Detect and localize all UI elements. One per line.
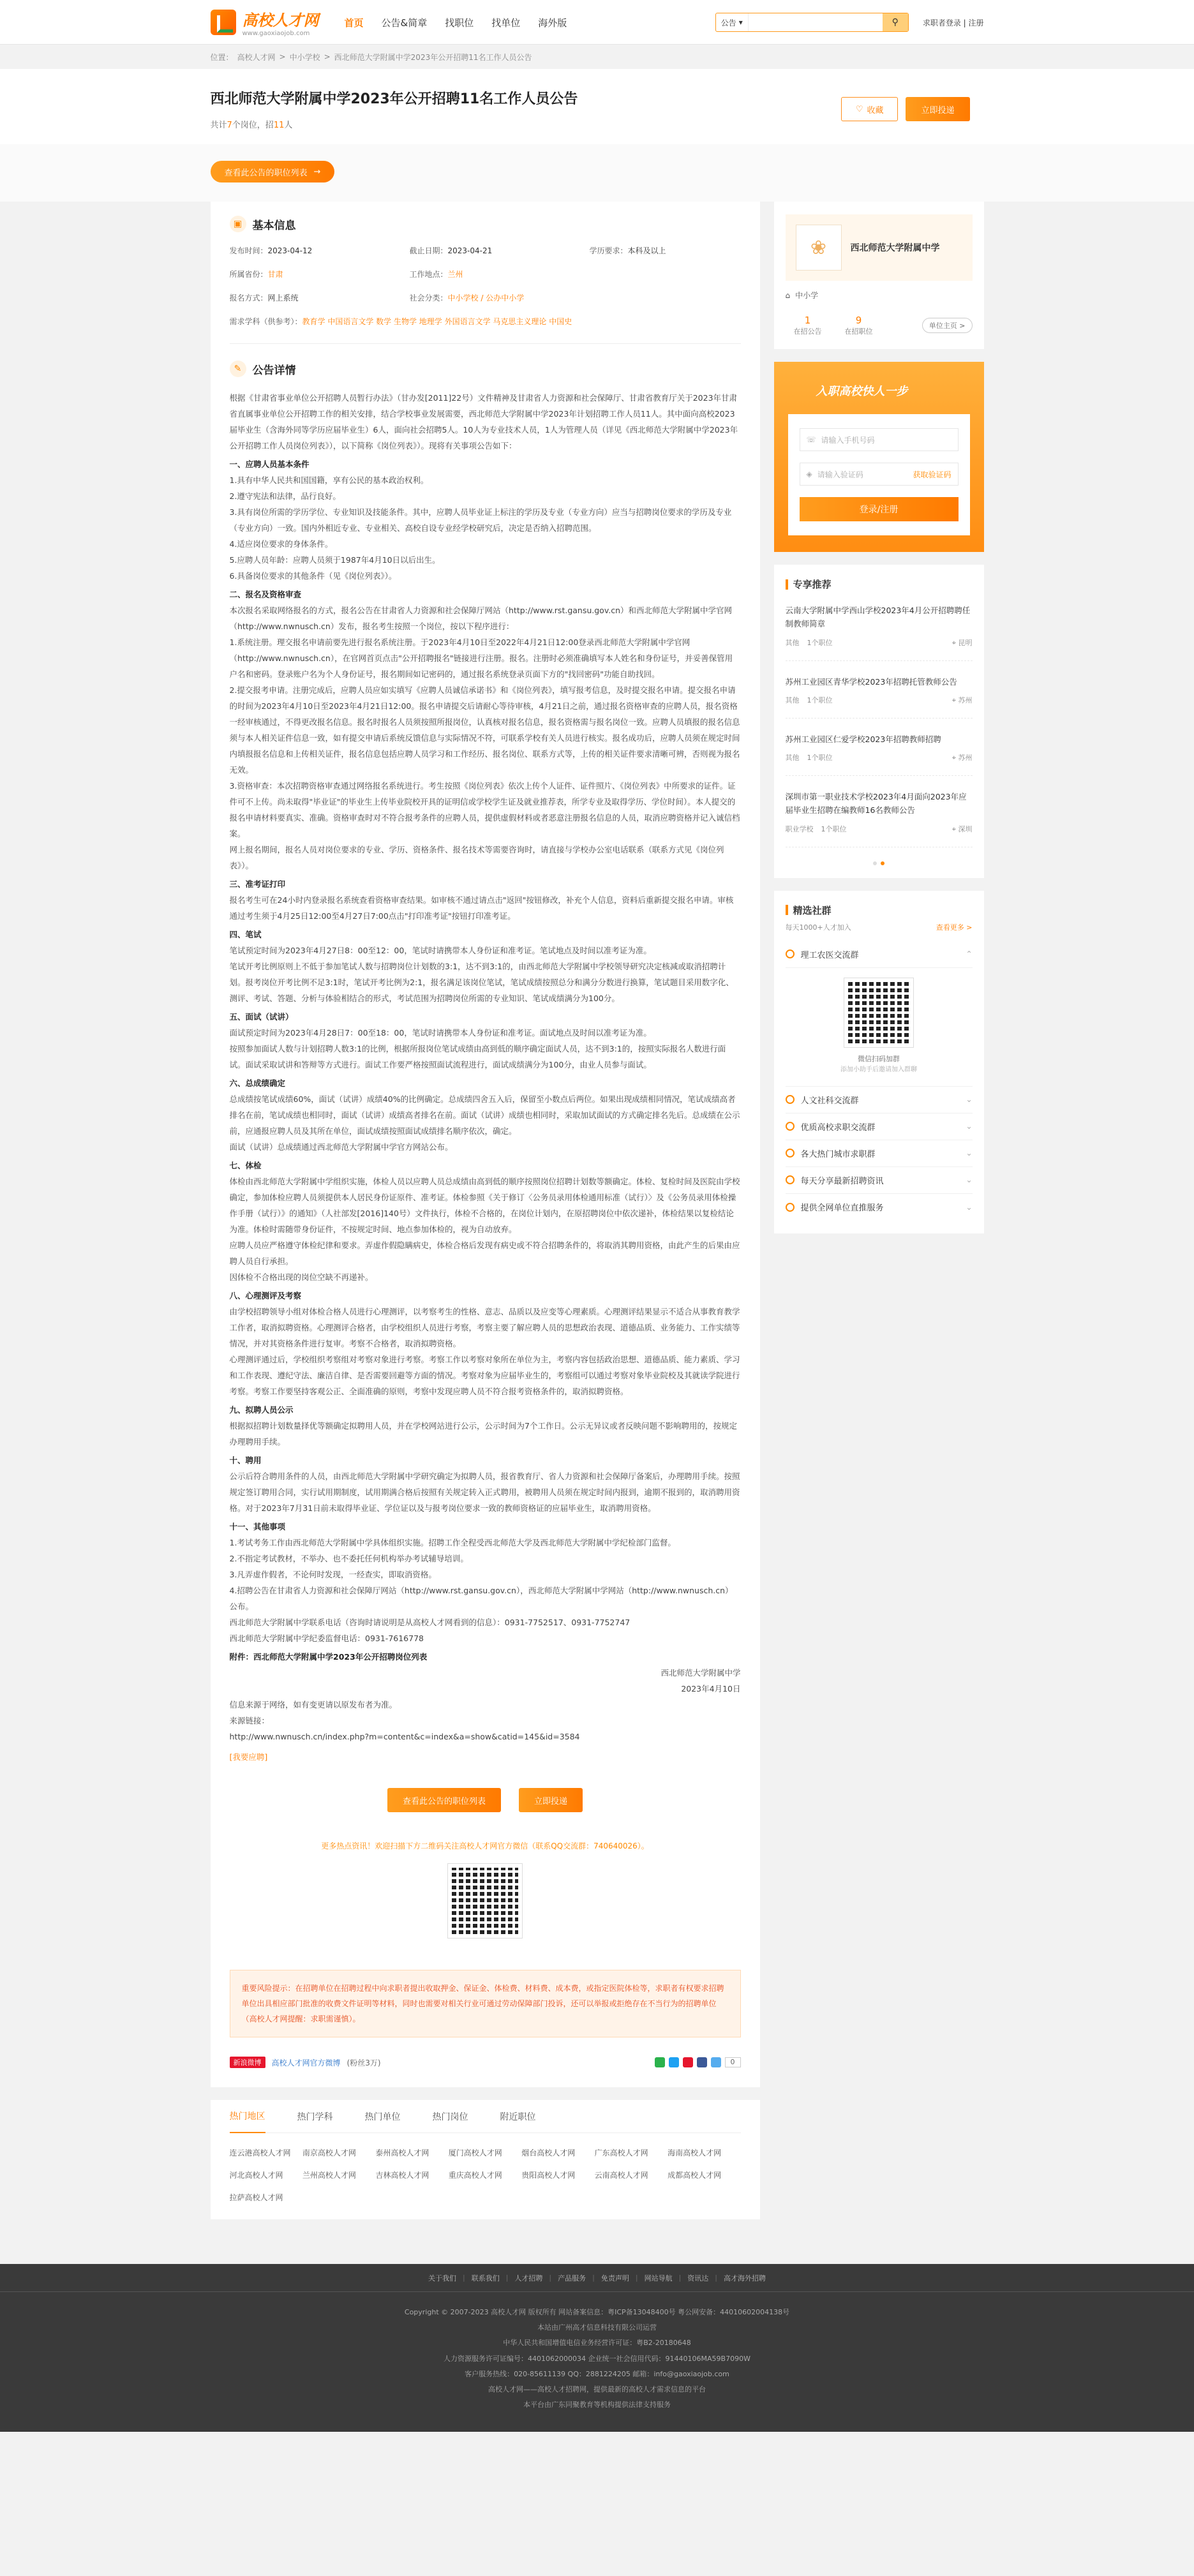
chevron-down-icon: ⌄ — [966, 1122, 973, 1131]
recommend-city: 苏州 — [958, 754, 973, 762]
site-footer — [0, 2264, 1194, 2432]
group-icon — [786, 1122, 795, 1131]
collect-button[interactable] — [841, 97, 899, 121]
heart-icon: ♡ — [855, 104, 863, 114]
code-field[interactable] — [800, 463, 959, 486]
community-group[interactable] — [786, 1087, 973, 1113]
footer-info-line: Copyright © 2007-2023 高校人才网 版权所有 网站备案信息：粤ICP备13048400号 粤公网安备：44010602004138号 — [404, 2308, 790, 2316]
city-link[interactable]: 吉林高校人才网 — [375, 2171, 429, 2180]
search-input[interactable] — [749, 13, 883, 31]
basic-info-grid — [230, 245, 741, 303]
body-paragraph: 4.适应岗位要求的身体条件。 — [229, 539, 333, 549]
breadcrumb-sep: > — [324, 52, 331, 61]
group-label: 优质高校求职交流群 — [800, 1122, 876, 1133]
quick-login-card — [774, 362, 984, 552]
footer-info-line: 本站由广州高才信息科技有限公司运营 — [537, 2323, 657, 2332]
body-paragraph: 5.应聘人员年龄：应聘人员须于1987年4月10日以后出生。 — [229, 555, 440, 565]
top-header — [0, 0, 1194, 45]
city-link[interactable]: 重庆高校人才网 — [448, 2171, 502, 2180]
city-link[interactable]: 厦门高校人才网 — [448, 2148, 502, 2157]
recommend-list — [786, 604, 973, 847]
logo-sub: www.gaoxiaojob.com — [242, 30, 310, 37]
recommend-meta — [786, 752, 973, 763]
school-type-label: 中小学 — [795, 291, 819, 300]
hot-links-box — [211, 2100, 760, 2219]
recommend-type: 其他 — [785, 638, 800, 647]
info-province — [230, 269, 410, 279]
group-icon — [786, 1149, 795, 1158]
info-publish-date — [230, 245, 410, 256]
subject-requirement — [230, 316, 741, 327]
body-paragraph: 总成绩按笔试成绩60%，面试（试讲）成绩40%的比例确定。总成绩四舍五入后，保留至小数点后两位。如果出现成绩相同情况，笔试成绩高者排名在前，笔试成绩也相同时，面试（试讲）成绩高者排名在前。面试（试讲）成绩也相同时，采取加试面试的方式确定排名先后。总成绩在公示前，应通报应聘人员及其所在单位，面试成绩按照面试成绩排名顺序依次，确定。 — [229, 1094, 740, 1136]
summary-mid: 个岗位，招 — [232, 121, 274, 130]
share-bar — [230, 2057, 741, 2068]
location-pin-icon: ⌖ — [951, 824, 956, 833]
chevron-up-icon: ⌃ — [966, 949, 973, 958]
view-positions-cta[interactable]: 查看此公告的职位列表 — [387, 1788, 501, 1812]
school-type — [786, 290, 973, 301]
recommend-positions: 1个职位 — [807, 754, 833, 762]
community-qr-code — [844, 978, 913, 1047]
breadcrumb — [211, 45, 984, 69]
city-link[interactable]: 泰州高校人才网 — [375, 2148, 429, 2157]
weibo-account-link[interactable]: 高校人才网官方微博 — [271, 2058, 341, 2067]
school-logo-icon[interactable]: ❀ — [796, 225, 842, 271]
login-register-button[interactable]: 登录/注册 — [800, 497, 959, 521]
recommend-title: 云南大学附属中学西山学校2023年4月公开招聘聘任制教师简章 — [785, 606, 971, 629]
breadcrumb-current: 西北师范大学附属中学2023年公开招聘11名工作人员公告 — [334, 52, 532, 62]
footer-sep: | — [462, 2274, 465, 2282]
recommend-meta — [786, 695, 973, 705]
section-heading: 一、应聘人员基本条件 — [229, 459, 310, 469]
tab-nearby-jobs[interactable]: 附近职位 — [500, 2111, 536, 2122]
tab-hot-regions[interactable]: 热门地区 — [230, 2100, 265, 2133]
category-link[interactable]: 中小学校 / 公办中小学 — [447, 294, 525, 302]
group-label: 人文社科交流群 — [800, 1096, 859, 1106]
body-paragraph: 由学校招聘领导小组对体检合格人员进行心理测评，以考察考生的性格、意志、品质以及应变等心理素质。心理测评结果显示不适合从事教育教学工作者，取消拟聘资格。心理测评合格者，由学校组织人员进行考察，考察主要了解应聘人员的思想政治表现、道德品质、业务能力、工作实绩等情况，并对其资格条件进行复审。考察不合格者，取消拟聘资格。 — [229, 1307, 740, 1348]
recommend-meta — [786, 637, 973, 648]
body-paragraph: 2.不指定考试教材，不举办、也不委托任何机构举办考试辅导培训。 — [229, 1554, 468, 1563]
body-paragraph: 笔试开考比例原则上不低于参加笔试人数与招聘岗位计划数的3:1，达不到3:1的，由西北师范大学附属中学校领导研究决定核减或取消招聘计划。报考岗位开考比例不足3:1时，笔试开考比例为2:1，报名满足该岗位笔试，笔试成绩按照总分和满分分数进行换算，笔试题目采用数字化、测评、考试、答题、分析与体验相结合的形式，考试范围为招聘岗位所需的专业知识、笔试成绩满分为100分。 — [229, 962, 734, 1003]
stat-label: 在招职位 — [844, 327, 873, 336]
apply-link[interactable]: [我要应聘] — [229, 1752, 268, 1762]
weibo-icon[interactable]: 新浪微博 — [230, 2057, 265, 2068]
twitter-share-icon[interactable] — [711, 2057, 721, 2067]
city-link[interactable]: 广东高校人才网 — [594, 2148, 648, 2157]
body-paragraph: 1.考试考务工作由西北师范大学附属中学具体组织实施。招聘工作全程受西北师范大学及西北师范大学附属中学纪检部门监督。 — [229, 1538, 676, 1547]
document-icon: ✎ — [230, 361, 246, 377]
community-group-open[interactable] — [786, 941, 973, 968]
carousel-dots — [786, 861, 973, 865]
body-paragraph: 1.系统注册。理交报名申请前要先进行报名系统注册。于2023年4月10日至2022年4月21日12:00登录西北师范大学附属中学官网（http://www.nwnusch.cn），在官网首页点击"公开招聘报名"链接进行注册。报名。注册时必须准确填写本人姓名和身份证号，并妥善保管用户名和密码。登录账户名为个人身份证号，报名期间如记密码的，通过报名系统登录页面下方的"找回密码"功能自助找回。 — [229, 637, 733, 679]
facebook-share-icon[interactable] — [697, 2057, 707, 2067]
body-paragraph: 根据《甘肃省事业单位公开招聘人员暂行办法》（甘办发[2011]22号）文件精神及甘肃省人力资源和社会保障厅、甘肃省教育厅关于2023年甘肃省直属事业单位公开招聘工作的相关安排，结合学校事业发展需要，西北师范大学附属中学2023年计划招聘工作人员11人。其中面向高校2023届毕业生（含海外同等学历应届毕业生）6人，面向社会招聘5人。10人为专业技术人员，1人为管理人员（详见《西北师范大学附属中学2023年公开招聘工作人员岗位列表》），以下简称《岗位列表》）。现将有关事项公告如下： — [229, 393, 738, 450]
recommend-meta — [786, 824, 973, 834]
body-paragraph: 笔试预定时间为2023年4月27日8：00至12：00，笔试时请携带本人身份证和准考证。笔试地点及时间以准考证为准。 — [229, 946, 652, 955]
login-title: 入职高校快人一步 — [816, 385, 908, 398]
phone-icon: ☏ — [806, 435, 816, 444]
stat-number: 9 — [855, 315, 862, 326]
section-heading: 十、聘用 — [229, 1456, 262, 1465]
body-paragraph: 信息来源于网络，如有变更请以原发布者为准。 — [229, 1700, 398, 1709]
search-icon: ⚲ — [892, 17, 899, 27]
footer-sep: | — [635, 2274, 638, 2282]
body-paragraph: 按照参加面试人数与计划招聘人数3:1的比例，根据所报岗位笔试成绩由高到低的顺序确定面试人员，达不到3:1的，按照实际报名人数进行面试。面试采取试讲和答辩等方式进行。面试工作要严格按照面试流程进行，面试成绩满分为100分，由业人员参与面试。 — [229, 1044, 726, 1069]
info-location — [410, 269, 590, 279]
recommend-title: 苏州工业园区青华学校2023年招聘托管教师公告 — [785, 676, 957, 687]
info-empty — [590, 269, 743, 279]
recommend-city: 深圳 — [958, 824, 973, 833]
sidebar — [774, 202, 984, 1246]
stat-positions[interactable] — [837, 315, 881, 336]
recommend-positions: 1个职位 — [807, 696, 833, 704]
qzone-share-icon[interactable] — [669, 2057, 679, 2067]
section-heading: 六、总成绩确定 — [229, 1078, 286, 1088]
req-value[interactable]: 教育学 中国语言文学 数学 生物学 地理学 外国语言文学 马克思主义理论 中国史 — [302, 317, 572, 326]
briefcase-icon: ▣ — [230, 216, 246, 232]
chevron-down-icon: ⌄ — [966, 1202, 973, 1212]
footer-info — [0, 2292, 1194, 2432]
info-key: 报名方式： — [229, 294, 268, 302]
breadcrumb-sep: > — [279, 52, 286, 61]
recommend-item[interactable] — [786, 733, 973, 776]
recommend-location — [952, 824, 973, 834]
search-scope-select[interactable] — [716, 13, 749, 31]
section-heading: 七、体检 — [229, 1161, 262, 1170]
recommend-heading: 专享推荐 — [786, 577, 973, 591]
basic-info-heading — [230, 216, 741, 232]
city-link[interactable]: 兰州高校人才网 — [302, 2171, 356, 2180]
body-paragraph: 2.遵守宪法和法律，品行良好。 — [229, 491, 341, 501]
code-placeholder: 请输入验证码 — [817, 470, 863, 479]
section-heading: 三、准考证打印 — [229, 879, 286, 889]
group-label: 提供全网单位直推服务 — [800, 1203, 884, 1213]
community-more-link[interactable]: 查看更多 > — [936, 923, 973, 932]
info-key: 社会分类： — [409, 294, 448, 302]
weibo-share-icon[interactable] — [683, 2057, 693, 2067]
main-nav — [345, 12, 567, 33]
group-icon — [786, 1095, 795, 1104]
recommend-type: 职业学校 — [785, 824, 814, 833]
nav-announcements[interactable]: 公告&简章 — [381, 17, 428, 29]
body-paragraph: http://www.nwnusch.cn/index.php?m=content&c=index&a=show&catid=145&id=3584 — [229, 1732, 580, 1741]
school-card — [774, 202, 984, 349]
detail-heading — [230, 361, 741, 377]
position-count: 7 — [227, 121, 232, 130]
footer-sep: | — [592, 2274, 595, 2282]
info-value: 2023-04-21 — [447, 246, 493, 255]
section-heading: 九、拟聘人员公示 — [229, 1405, 294, 1415]
recommend-city: 昆明 — [958, 638, 973, 647]
search-scope-label: 公告 — [720, 18, 736, 27]
recommend-item[interactable] — [786, 675, 973, 718]
info-education — [590, 245, 743, 256]
recommend-location — [952, 752, 973, 763]
info-deadline — [410, 245, 590, 256]
recommend-positions: 1个职位 — [807, 638, 833, 647]
city-link[interactable]: 成都高校人才网 — [668, 2171, 722, 2180]
wechat-notice: 更多热点资讯！欢迎扫描下方二维码关注高校人才网官方微信（联系QQ交流群：740640026）。 — [321, 1842, 649, 1850]
body-paragraph: 2023年4月10日 — [681, 1684, 741, 1694]
footer-sep: | — [505, 2274, 509, 2282]
recommend-type: 其他 — [785, 696, 800, 704]
group-icon — [786, 949, 795, 958]
view-positions-button[interactable] — [211, 161, 335, 182]
recommend-panel — [774, 565, 984, 878]
chevron-down-icon: ▾ — [738, 18, 743, 27]
summary-suffix: 人 — [284, 121, 293, 130]
province-link[interactable]: 甘肃 — [267, 270, 283, 279]
body-paragraph: 西北师范大学附属中学 — [660, 1668, 741, 1678]
body-paragraph: 公示后符合聘用条件的人员，由西北师范大学附属中学研究确定为拟聘人员，报省教育厅、省人力资源和社会保障厅备案后，办理聘用手续。按照规定签订聘用合同，实行试用期制度，试用期满合格后按照有关规定转入正式聘用，被聘用人员须在规定时间内报到，逾期不报到的，取消聘用资格。对于2023年7月31日前未取得毕业证、学位证以及与报考岗位要求一致的教师资格证的应届毕业生，取消聘用资格。 — [229, 1471, 740, 1513]
section-heading: 二、报名及资格审查 — [229, 590, 302, 599]
location-pin-icon: ⌖ — [951, 638, 956, 647]
footer-link[interactable]: 免责声明 — [601, 2274, 629, 2282]
search-button[interactable] — [883, 13, 908, 31]
weibo-fans: (粉丝3万) — [347, 2058, 381, 2067]
recommend-location — [952, 637, 973, 648]
info-value: 网上系统 — [267, 294, 299, 302]
qr-caption-sub: 添加小助手后邀请加入群聊 — [840, 1066, 917, 1073]
search-box — [715, 13, 909, 32]
logo-mark-icon — [211, 10, 236, 35]
body-paragraph: 来源链接： — [229, 1716, 270, 1725]
body-paragraph: 报名考生可在24小时内登录报名系统查看资格审查结果。如审核不通过请点击"返回"按钮修改，补充个人信息，资料后重新提交报名申请。审核通过考生须于4月25日12:00至4月27日7:00点击"打印准考证"按钮打印准考证。 — [229, 895, 734, 921]
login-form — [788, 414, 970, 535]
section-heading: 五、面试（试讲） — [229, 1012, 294, 1022]
info-key: 工作地点： — [409, 270, 448, 279]
stat-number: 1 — [804, 315, 811, 326]
body-paragraph: 面试预定时间为2023年4月28日7：00至18：00，笔试时请携带本人身份证和准考证。面试地点及时间以准考证为准。 — [229, 1028, 652, 1038]
footer-info-line: 人力资源服务许可证编号：4401062000034 企业统一社会信用代码：91440106MA59B7090W — [444, 2354, 750, 2363]
footer-link[interactable]: 人才招聘 — [514, 2274, 543, 2282]
footer-link[interactable]: 联系我们 — [471, 2274, 500, 2282]
carousel-dot-active[interactable] — [881, 861, 884, 865]
info-value: 本科及以上 — [627, 246, 666, 255]
nav-overseas[interactable]: 海外版 — [538, 17, 567, 29]
body-paragraph: 4.招聘公告在甘肃省人力资源和社会保障厅网站（http://www.rst.gansu.gov.cn），西北师范大学附属中学网站（http://www.nwnusch.cn）公布。 — [229, 1586, 733, 1611]
community-group[interactable] — [786, 1194, 973, 1221]
info-value: 2023-04-12 — [267, 246, 313, 255]
phone-placeholder: 请输入手机号码 — [821, 435, 875, 445]
recommend-title: 苏州工业园区仁爱学校2023年招聘教师招聘 — [785, 734, 941, 744]
community-panel — [774, 891, 984, 1233]
recommend-item[interactable] — [786, 790, 973, 847]
footer-info-line: 本平台由广东同聚教育等机构提供法律支持服务 — [523, 2401, 671, 2409]
community-qr-box — [786, 968, 973, 1087]
body-paragraph: 西北师范大学附属中学联系电话（咨询时请说明是从高校人才网看到的信息）：0931-7752517、0931-7752747 — [229, 1618, 631, 1627]
info-key: 所属省份： — [229, 270, 268, 279]
body-paragraph: 2.提交报考申请。注册完成后，应聘人员应如实填写《应聘人员诚信承诺书》和《岗位列表》，填写报考信息，及时提交报名申请。提交报名申请的时间为2023年4月10日至2023年4月21日12:00。报名申请提交后请耐心等待审核，4月21日之前，通过报名资格审查的应聘人员，报名资格一经审核通过，不得更改报名信息。报名时报名人员须按照所报岗位，认真核对报名信息，报名资格需与报名岗位一致。应聘人员填报的报名信息须与本人相关证件信息一致，如有提交申请后系统反馈信息与实际情况不符，可联系学校有关人员进行核实。报名成功后，应聘人员须在规定时间内填报报名信息和上传相关证件，报名信息包括应聘人员学习和工作经历、报名岗位、联系方式等，上传的相关证件要求清晰可辨，否则视为报名无效。 — [229, 685, 740, 775]
school-homepage-button[interactable]: 单位主页 > — [922, 318, 973, 333]
school-name[interactable]: 西北师范大学附属中学 — [850, 243, 940, 253]
site-logo[interactable] — [211, 8, 319, 37]
footer-link[interactable]: 高才海外招聘 — [724, 2274, 766, 2282]
body-paragraph: 应聘人员应严格遵守体检纪律和要求。弄虚作假隐瞒病史，体检合格后发现有病史或不符合招聘条件的，将取消其聘用资格，由此产生的后果由应聘人员自行承担。 — [229, 1240, 740, 1266]
chevron-down-icon: ⌄ — [966, 1095, 973, 1104]
location-pin-icon: ⌖ — [951, 696, 956, 704]
body-paragraph: 体检由西北师范大学附属中学组织实施，体检人员以应聘人员总成绩由高到低的顺序按照岗位招聘计划数等额确定。体检、复检时间及医院由学校确定，参加体检应聘人员须提供本人居民身份证原件、准考证。体检参照《关于修订〈公务员录用体检通用标准（试行）〉及《公务员录用体检操作手册（试行）》的通知》（人社部发[2016]140号）文件执行，体检不合格的，在岗位计划内，在原招聘岗位中依次递补，体检结果以复检结论为准。体检时需随带身份证件，不按规定时间、地点参加体检的，视为自动放弃。 — [229, 1177, 740, 1234]
recommend-title: 深圳市第一职业技术学校2023年4月面向2023年应届毕业生招聘在编教师16名教师公告 — [785, 792, 967, 815]
stat-label: 在招公告 — [793, 327, 822, 336]
footer-info-line: 高校人才网——高校人才招聘网，提供最新的高校人才需求信息的平台 — [488, 2385, 706, 2394]
footer-info-line: 客户服务热线：020-85611139 QQ：2881224205 邮箱：info@gaoxiaojob.com — [465, 2369, 729, 2378]
group-label: 理工农医交流群 — [800, 950, 859, 960]
nav-jobs[interactable]: 找职位 — [445, 17, 474, 29]
body-paragraph: 西北师范大学附属中学纪委监督电话：0931-7616778 — [229, 1634, 424, 1643]
community-sub — [786, 922, 973, 932]
footer-links — [0, 2264, 1194, 2292]
community-group[interactable] — [786, 1140, 973, 1167]
basic-info-title: 基本信息 — [252, 219, 296, 232]
recommend-item[interactable] — [786, 604, 973, 661]
logo-text: 高校人才网 — [242, 11, 319, 29]
hot-links-tabs — [230, 2100, 741, 2133]
arrow-right-icon: → — [313, 167, 321, 177]
community-group[interactable] — [786, 1167, 973, 1194]
body-paragraph: 因体检不合格出现的岗位空缺不再递补。 — [229, 1272, 373, 1282]
info-empty — [590, 292, 743, 303]
chevron-down-icon: ⌄ — [966, 1175, 973, 1184]
stat-announcements[interactable] — [786, 315, 830, 336]
footer-link[interactable]: 产品服务 — [558, 2274, 586, 2282]
body-paragraph: 6.具备岗位要求的其他条件（见《岗位列表》）。 — [229, 571, 397, 581]
body-paragraph: 3.凡弄虚作假者，不论何时发现，一经查实，即取消资格。 — [229, 1570, 437, 1579]
action-band — [0, 144, 1194, 202]
group-icon — [786, 1203, 795, 1212]
body-paragraph: 心理测评通过后，学校组织考察组对考察对象进行考察。考察工作以考察对象所在单位为主，考察内容包括政治思想、道德品质、能力素质、学习和工作表现、遵纪守法、廉洁自律、是否需要回避等方面的情况。考察对象为应届毕业生的，考察组可以通过考察对象毕业院校及其就读学院进行考察。考察工作要坚持客观公正、全面准确的原则，考察中发现应聘人员不符合报考资格条件的，取消拟聘资格。 — [229, 1355, 740, 1396]
footer-link[interactable]: 网站导航 — [644, 2274, 673, 2282]
footer-link[interactable]: 关于我们 — [428, 2274, 456, 2282]
tab-hot-employers[interactable]: 热门单位 — [364, 2111, 401, 2122]
city-link[interactable]: 贵阳高校人才网 — [521, 2171, 576, 2180]
city-link[interactable]: 海南高校人才网 — [668, 2148, 722, 2157]
school-card-top — [786, 214, 973, 281]
city-link[interactable]: 连云港高校人才网 — [229, 2148, 291, 2157]
body-paragraph: 面试（试讲）总成绩通过西北师范大学附属中学官方网站公布。 — [229, 1142, 453, 1152]
footer-info-line: 中华人民共和国增值电信业务经营许可证：粤B2-20180648 — [503, 2339, 691, 2348]
city-link[interactable]: 河北高校人才网 — [229, 2171, 283, 2180]
share-icons — [655, 2057, 741, 2067]
qr-caption: 微信扫码加群 — [858, 1054, 900, 1063]
info-key: 学历要求： — [589, 246, 628, 255]
apply-now-cta[interactable]: 立即投递 — [519, 1788, 583, 1812]
risk-warning: 重要风险提示：在招聘单位在招聘过程中向求职者提出收取押金、保证金、体检费、材料费、成本费，或指定医院体检等，求职者有权要求招聘单位出具相应部门批准的收费文件证明等材料，同时也需要对相关行业可通过劳动保障部门投诉，还可以举报或拒绝存在不当行为的招聘单位（高校人才网提醒：求职需谨慎）。 — [230, 1970, 741, 2037]
info-category — [410, 292, 590, 303]
city-link[interactable]: 云南高校人才网 — [594, 2171, 648, 2180]
divider — [230, 343, 741, 344]
page-title: 西北师范大学附属中学2023年公开招聘11名工作人员公告 — [210, 91, 578, 107]
detail-title: 公告详情 — [252, 364, 296, 377]
body-paragraph: 本次报名采取网络报名的方式，报名公告在甘肃省人力资源和社会保障厅网站（http://www.rst.gansu.gov.cn）和西北师范大学附属中学官网（http://www.nwnusch.cn）发布，报名考生按照一个岗位，按以下程序进行： — [229, 606, 733, 631]
section-heading: 四、笔试 — [229, 930, 262, 939]
group-icon — [786, 1175, 795, 1184]
shield-icon: ◈ — [806, 470, 812, 479]
summary-prefix: 共计 — [210, 121, 227, 130]
title-section — [0, 69, 1194, 144]
nav-home[interactable]: 首页 — [344, 17, 364, 29]
wechat-qr-code — [448, 1864, 522, 1938]
tab-hot-positions[interactable]: 热门岗位 — [432, 2111, 468, 2122]
wechat-share-icon[interactable] — [655, 2057, 665, 2067]
main-content — [211, 202, 760, 2087]
group-label: 各大热门城市求职群 — [800, 1149, 876, 1159]
info-key: 截止日期： — [409, 246, 448, 255]
community-subtitle: 每天1000+人才加入 — [785, 923, 851, 932]
apply-button[interactable]: 立即投递 — [906, 97, 969, 121]
body-paragraph: 根据拟招聘计划数量择优等额确定拟聘用人员，并在学校网站进行公示，公示时间为7个工作日。公示无异议或者反映问题不影响聘用的，按规定办理聘用手续。 — [229, 1421, 737, 1447]
footer-sep: | — [549, 2274, 552, 2282]
announcement-body — [230, 390, 741, 1745]
nav-employers[interactable]: 找单位 — [491, 17, 521, 29]
footer-sep: | — [715, 2274, 718, 2282]
body-paragraph: 3.具有岗位所需的学历学位、专业知识及技能条件。其中，应聘人员毕业证上标注的学历及专业（专业方向）应当与招聘岗位要求的学历及专业（专业方向）一致。国内外相近专业、专业相关、高校自设专业经学校研究后，决定是否纳入招聘范围。 — [229, 507, 732, 533]
footer-link[interactable]: 资讯达 — [687, 2274, 709, 2282]
city-link[interactable]: 拉萨高校人才网 — [229, 2193, 283, 2202]
view-positions-label: 查看此公告的职位列表 — [224, 168, 308, 178]
city-link[interactable]: 烟台高校人才网 — [521, 2148, 576, 2157]
info-apply-method — [230, 292, 410, 303]
chevron-down-icon: ⌄ — [966, 1149, 973, 1158]
body-paragraph: 3.资格审查：本次招聘资格审查通过网络报名系统进行。考生按照《岗位列表》依次上传个人证件、证件照片、《岗位列表》中所要求的证件。证件可不上传。尚未取得"毕业证"的毕业生上传毕业院校开具的证明信或学校学生证及就业推荐表，所学专业及取得学历、学位时间）。本人提交的报名申请材料要真实、准确。资格审查时对不符合报考条件的应聘人员，提供虚假材料或者恶意注册报名信息的人员，取消应聘资格并记入诚信档案。 — [229, 781, 740, 838]
building-icon: ⌂ — [785, 290, 791, 300]
school-stats — [786, 315, 973, 336]
login-register-link[interactable]: 求职者登录 | 注册 — [922, 18, 984, 27]
share-count: 0 — [725, 2057, 741, 2067]
city-link[interactable]: 南京高校人才网 — [302, 2148, 356, 2157]
recommend-location — [952, 695, 973, 705]
location-pin-icon: ⌖ — [951, 754, 956, 762]
section-heading: 八、心理测评及考察 — [229, 1291, 302, 1300]
community-heading: 精选社群 — [786, 904, 973, 917]
section-heading: 附件：西北师范大学附属中学2023年公开招聘岗位列表 — [229, 1652, 428, 1662]
breadcrumb-home[interactable]: 高校人才网 — [237, 52, 276, 62]
people-count: 11 — [273, 121, 285, 130]
collect-label: 收藏 — [867, 105, 884, 115]
req-label: 需求学科（供参考）： — [229, 317, 302, 326]
info-key: 发布时间： — [229, 246, 268, 255]
community-group[interactable] — [786, 1113, 973, 1140]
recommend-positions: 1个职位 — [821, 824, 847, 833]
recommend-type: 其他 — [785, 754, 800, 762]
carousel-dot[interactable] — [873, 861, 877, 865]
breadcrumb-prefix: 位置： — [210, 52, 234, 62]
location-link[interactable]: 兰州 — [447, 270, 463, 279]
city-link-list — [230, 2133, 741, 2203]
body-paragraph: 1.具有中华人民共和国国籍，享有公民的基本政治权利。 — [229, 475, 429, 485]
breadcrumb-category[interactable]: 中小学校 — [289, 52, 320, 62]
section-heading: 十一、其他事项 — [229, 1522, 286, 1531]
footer-sep: | — [678, 2274, 682, 2282]
get-code-button[interactable]: 获取验证码 — [913, 470, 951, 479]
phone-field[interactable] — [800, 428, 959, 451]
cta-row — [230, 1788, 741, 1812]
tab-hot-subjects[interactable]: 热门学科 — [297, 2111, 333, 2122]
body-paragraph: 网上报名期间，报名人员对岗位要求的专业、学历、资格条件、报名技术等需要咨询时，请直接与学校办公室电话联系（联系方式见《岗位列表》）。 — [229, 845, 724, 870]
group-label: 每天分享最新招聘资讯 — [800, 1176, 884, 1186]
recommend-city: 苏州 — [958, 696, 973, 704]
